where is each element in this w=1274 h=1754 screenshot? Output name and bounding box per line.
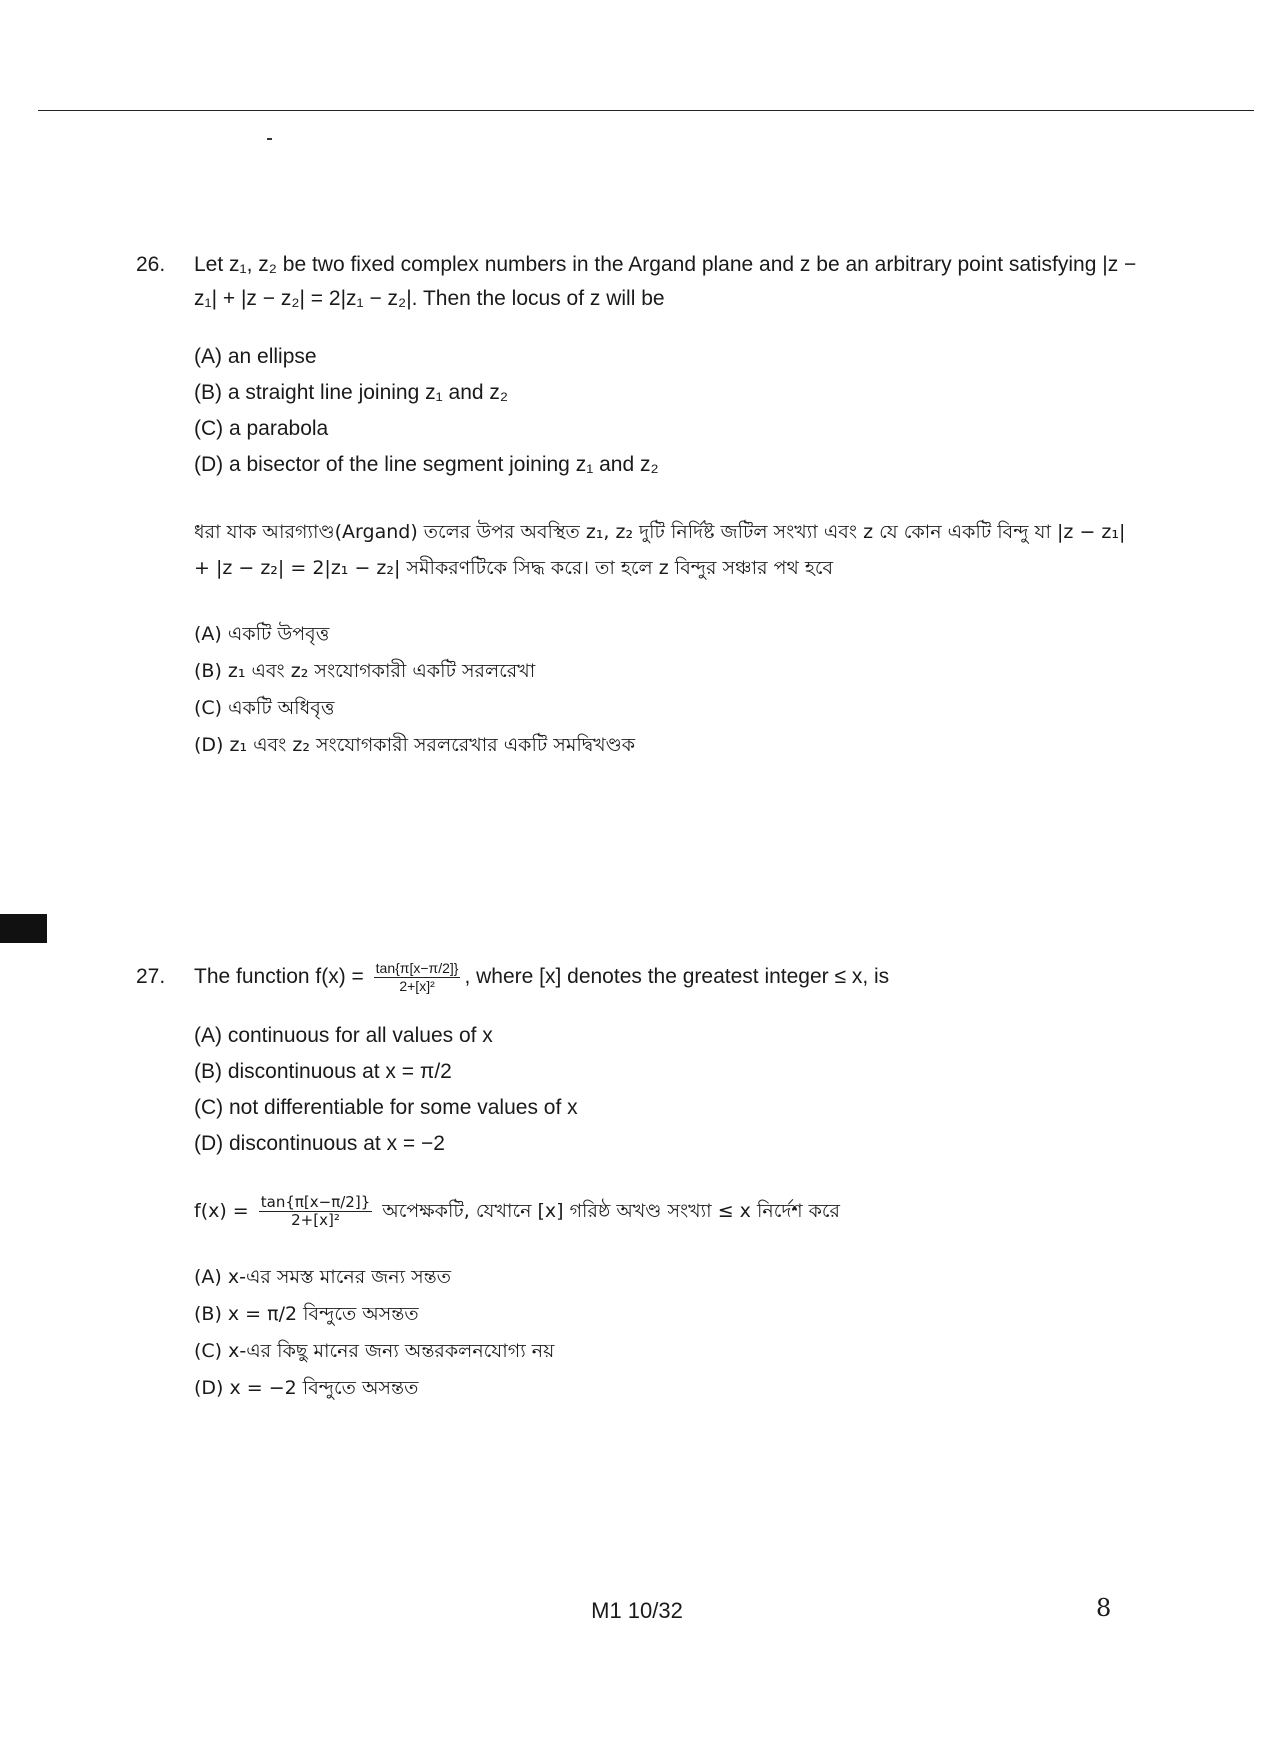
question-stem-bn: ধরা যাক আরগ্যাণ্ড(Argand) তলের উপর অবস্থিত z₁, z₂ দুটি নির্দিষ্ট জটিল সংখ্যা এবং z যে কোন একটি বিন্দু যা |z − z₁| + |z − z₂| = 2|z₁ − z₂| সমীকরণটিকে সিদ্ধ করে। তা হলে z বিন্দুর সঞ্চার পথ হবে [194, 521, 1126, 579]
options-en [194, 340, 1144, 484]
option-a-bn: (A) একটি উপবৃত্ত [194, 623, 330, 645]
edge-mark [0, 914, 47, 943]
stray-mark [267, 138, 272, 140]
fraction-denominator-bn: 2+[x]² [291, 1211, 340, 1229]
option-c-bn: (C) x-এর কিছু মানের জন্য অন্তরকলনযোগ্য নয় [194, 1340, 555, 1362]
option-c-bn: (C) একটি অধিবৃত্ত [194, 697, 335, 719]
option-a: (A) continuous for all values of x [194, 1024, 493, 1047]
option-d-bn: (D) x = −2 বিন্দুতে অসন্তত [194, 1377, 419, 1399]
page-mark: 8 [1096, 1594, 1112, 1622]
page-footer-code: M1 10/32 [591, 1598, 683, 1623]
function-fraction-bn [259, 1194, 372, 1229]
question-number: 27. [136, 965, 166, 988]
option-b: (B) a straight line joining z₁ and z₂ [194, 381, 509, 404]
option-d-bn: (D) z₁ এবং z₂ সংযোগকারী সরলরেখার একটি সমদ্বিখণ্ডক [194, 734, 636, 756]
options-bn [194, 1259, 1144, 1407]
question-stem-en: Let z₁, z₂ be two fixed complex numbers in the Argand plane and z be an arbitrary point satisfying |z − z₁| + |z − z₂| = 2|z₁ − z₂|. Then the locus of z will be [194, 253, 1137, 310]
option-d: (D) a bisector of the line segment joining z₁ and z₂ [194, 453, 659, 476]
fraction-denominator: 2+[x]² [399, 978, 435, 994]
question-stem-bn [194, 1193, 1144, 1229]
option-b: (B) discontinuous at x = π/2 [194, 1060, 452, 1083]
option-c: (C) not differentiable for some values of x [194, 1096, 578, 1119]
options-en [194, 1019, 1144, 1163]
option-b-bn: (B) x = π/2 বিন্দুতে অসন্তত [194, 1303, 419, 1325]
top-rule [38, 110, 1254, 111]
stem-prefix: The function f(x) = [194, 965, 364, 989]
question-stem-en [194, 960, 1144, 995]
option-c: (C) a parabola [194, 417, 329, 440]
function-fraction [374, 960, 461, 995]
fraction-numerator: tan{π[x−π/2]} [375, 960, 459, 976]
options-bn [194, 616, 1144, 764]
fraction-numerator-bn: tan{π[x−π/2]} [260, 1193, 371, 1211]
stem-suffix-bn: অপেক্ষকটি, যেখানে [x] গরিষ্ঠ অখণ্ড সংখ্যা ≤ x নির্দেশ করে [382, 1200, 840, 1222]
stem-prefix-bn: f(x) = [194, 1200, 249, 1222]
option-a-bn: (A) x-এর সমস্ত মানের জন্য সন্তত [194, 1266, 452, 1288]
option-a: (A) an ellipse [194, 345, 317, 368]
question-number: 26. [136, 253, 166, 276]
option-d: (D) discontinuous at x = −2 [194, 1132, 445, 1155]
stem-suffix: , where [x] denotes the greatest integer ≤ x, is [464, 965, 890, 989]
option-b-bn: (B) z₁ এবং z₂ সংযোগকারী একটি সরলরেখা [194, 660, 536, 682]
